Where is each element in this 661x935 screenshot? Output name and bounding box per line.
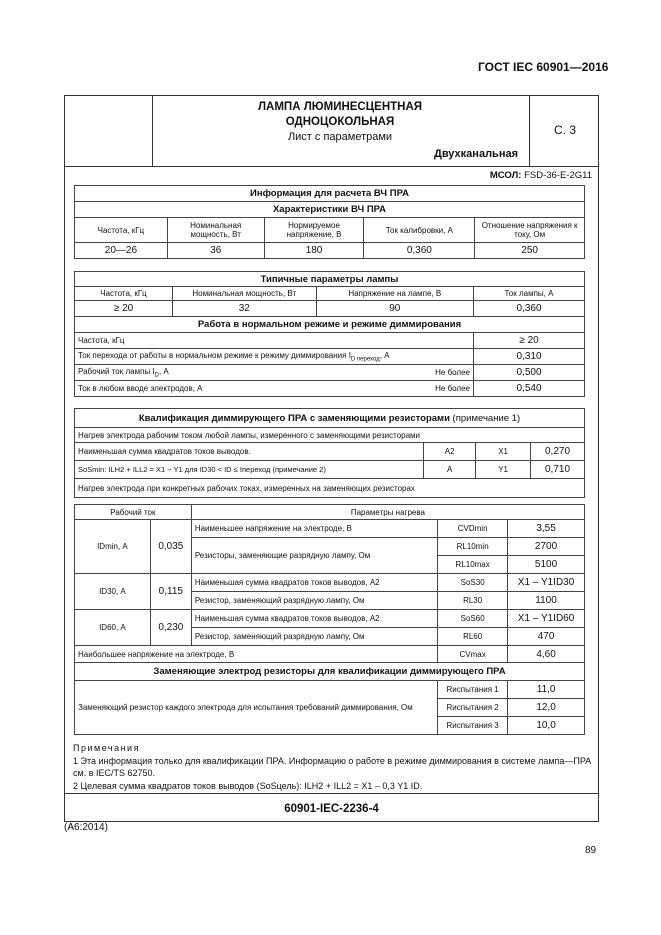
heat-group-3-row-2-value: 470 [508,628,585,646]
heat-group-1-row-1-symbol: CVDmin [438,520,508,538]
hf-header-ratio: Отношение напряжения к току, Ом [475,218,585,243]
parameter-sheet-frame [64,95,599,822]
hf-header-frequency: Частота, кГц [75,218,168,243]
hf-title: Характеристики ВЧ ПРА [75,202,585,218]
heat-group-3-row-2-param: Резистор, заменяющий разрядную лампу, Ом [191,628,437,646]
repl-row-1-value: 11,0 [508,681,585,699]
repl-row-2-value: 12,0 [508,699,585,717]
variant-label: Двухканальная [433,148,518,160]
header-right-cell [529,96,600,166]
typ-header-power: Номинальная мощность, Вт [173,287,317,301]
heat-group-1-row-2-symbol: RL10min [438,538,508,556]
typ-title: Типичные параметры лампы [75,272,585,287]
info-title: Информация для расчета ВЧ ПРА [75,186,585,202]
heat-group-2-current-value: 0,115 [150,574,191,610]
work-row-electrode-current-value: 0,540 [474,381,585,397]
notes-title: Примечания [73,743,140,753]
work-row-frequency-label: Частота, кГц [75,333,474,349]
heat-group-2-row-2-param: Резистор, заменяющий разрядную лампу, Ом [191,592,437,610]
heat-group-3-current-value: 0,230 [150,610,191,646]
work-row-lamp-current-cond: Не более [316,365,473,381]
repl-row-1-symbol: Rиспытания 1 [438,681,508,699]
typ-header-voltage: Напряжение на лампе, В [316,287,473,301]
amendment-reference: (А6:2014) [64,822,108,833]
max-voltage-label: Наибольшее напряжение на электроде, В [75,646,438,663]
hf-header-voltage: Нормируемое напряжение, В [264,218,364,243]
heat-specific-label: Нагрев электрода при конкретных рабочих токах, измеренных на заменяющих резисторах [75,479,585,498]
notes-block [73,742,593,792]
hf-value-voltage: 180 [264,243,364,259]
heat-group-1-row-1-value: 3,55 [508,520,585,538]
sos-value: 0,710 [531,461,585,479]
page-reference: С. 3 [553,123,576,137]
sumsq-unit: А2 [424,443,476,461]
msol-value: FSD-36-E-2G11 [524,170,592,181]
repl-row-3-value: 10,0 [508,717,585,735]
typ-value-frequency: ≥ 20 [75,301,173,317]
sheet-subtitle: Лист с параметрами [287,131,393,143]
hf-value-current: 0,360 [364,243,475,259]
header-left-cell [65,96,153,166]
work-row-lamp-current-label: Рабочий ток лампы $I_D$, А [75,365,317,381]
heat-group-2-row-1-symbol: SoS30 [438,574,508,592]
sumsq-label: Наименьшая сумма квадратов токов выводов. [75,443,424,461]
heat-group-1-row-3-symbol: RL10max [438,556,508,574]
hf-header-current: Ток калибровки, А [364,218,475,243]
heat-any-label: Нагрев электрода рабочим током любой лампы, измеренного с заменяющими резисторами [75,428,585,443]
hf-header-power: Номинальная мощность, Вт [167,218,264,243]
heat-group-3-current-label: ID60, А [75,610,151,646]
work-row-transition-label: Ток перехода от работы в нормальном режиме к режиму диммирования $I_{D переход}$, А [75,349,474,365]
hf-ballast-table [74,185,585,259]
work-row-frequency-value: ≥ 20 [474,333,585,349]
heat-group-3-row-1-param: Наименьшая сумма квадратов токов выводов, А2 [191,610,437,628]
typ-value-current: 0,360 [474,301,585,317]
title-line-2: ОДНОЦОКОЛЬНАЯ [285,116,395,128]
heat-group-1-current-value: 0,035 [150,520,191,574]
heat-group-2-row-1-param: Наименьшая сумма квадратов токов выводов, А2 [191,574,437,592]
qualification-table [74,408,585,498]
heat-group-3-row-2-symbol: RL60 [438,628,508,646]
heat-group-3-row-1-symbol: SoS60 [438,610,508,628]
typ-header-frequency: Частота, кГц [75,287,173,301]
heat-group-1-row-3-value: 5100 [508,556,585,574]
note-1: 1 Эта информация только для квалификации ПРА. Информацию о работе в режиме диммирования в системе лампа—ПРА см. в IEC/TS 62750. [73,755,592,778]
work-row-lamp-current-value: 0,500 [474,365,585,381]
typical-params-table [74,271,585,397]
note-2: 2 Целевая сумма квадратов токов выводов (SoSцель): ILH2 + ILL2 = X1 – 0,3 Y1 ID. [73,780,423,791]
heat-group-3-row-1-value: X1 – Y1ID60 [508,610,585,628]
heat-header-params: Параметры нагрева [191,505,584,520]
sos-unit: А [424,461,476,479]
msol-label: МСОЛ: [489,170,522,181]
heat-group-2-row-2-value: 1100 [508,592,585,610]
work-row-electrode-current-cond: Не более [316,381,473,397]
typ-header-current: Ток лампы, А [474,287,585,301]
heating-table [74,504,585,735]
heat-group-2-row-2-symbol: RL30 [438,592,508,610]
repl-label: Заменяющий резистор каждого электрода для испытания требований диммирования, Ом [75,681,438,735]
sos-label: SoSmin: ILH2 + ILL2 = X1 − Y1 для ID30 < ID ≤ Iпереход (примечание 2) [75,461,424,479]
sumsq-value: 0,270 [531,443,585,461]
standard-designation: ГОСТ IEC 60901—2016 [478,60,609,74]
sheet-code: 60901-IEC-2236-4 [65,793,598,824]
hf-value-frequency: 20—26 [75,243,168,259]
hf-value-power: 36 [167,243,264,259]
repl-title: Заменяющие электрод резисторы для квалификации диммирующего ПРА [75,663,585,681]
heat-group-1-row-2-value: 2700 [508,538,585,556]
heat-group-1-row-1-param: Наименьшее напряжение на электроде, В [191,520,437,538]
msol-designation [490,170,592,181]
work-title: Работа в нормальном режиме и режиме диммирования [75,317,585,333]
qual-title: Квалификация диммирующего ПРА с заменяющими резисторами (примечание 1) [75,409,585,428]
max-voltage-symbol: CVmax [438,646,508,663]
sheet-header [65,96,598,167]
typ-value-voltage: 90 [316,301,473,317]
page-number: 89 [585,845,597,856]
sos-symbol: Y1 [476,461,531,479]
work-row-electrode-current-label: Ток в любом вводе электродов, А [75,381,317,397]
work-row-transition-value: 0,310 [474,349,585,365]
heat-group-2-current-label: ID30, А [75,574,151,610]
heat-group-2-row-1-value: X1 – Y1ID30 [508,574,585,592]
title-line-1: ЛАМПА ЛЮМИНЕСЦЕНТНАЯ [257,101,423,113]
hf-value-ratio: 250 [475,243,585,259]
heat-group-1-row-2-param: Резисторы, заменяющие разрядную лампу, Ом [191,538,437,574]
repl-row-3-symbol: Rиспытания 3 [438,717,508,735]
sumsq-symbol: X1 [476,443,531,461]
max-voltage-value: 4,60 [508,646,585,663]
typ-value-power: 32 [173,301,317,317]
repl-row-2-symbol: Rиспытания 2 [438,699,508,717]
heat-header-current: Рабочий ток [75,505,192,520]
heat-group-1-current-label: IDmin, А [75,520,151,574]
